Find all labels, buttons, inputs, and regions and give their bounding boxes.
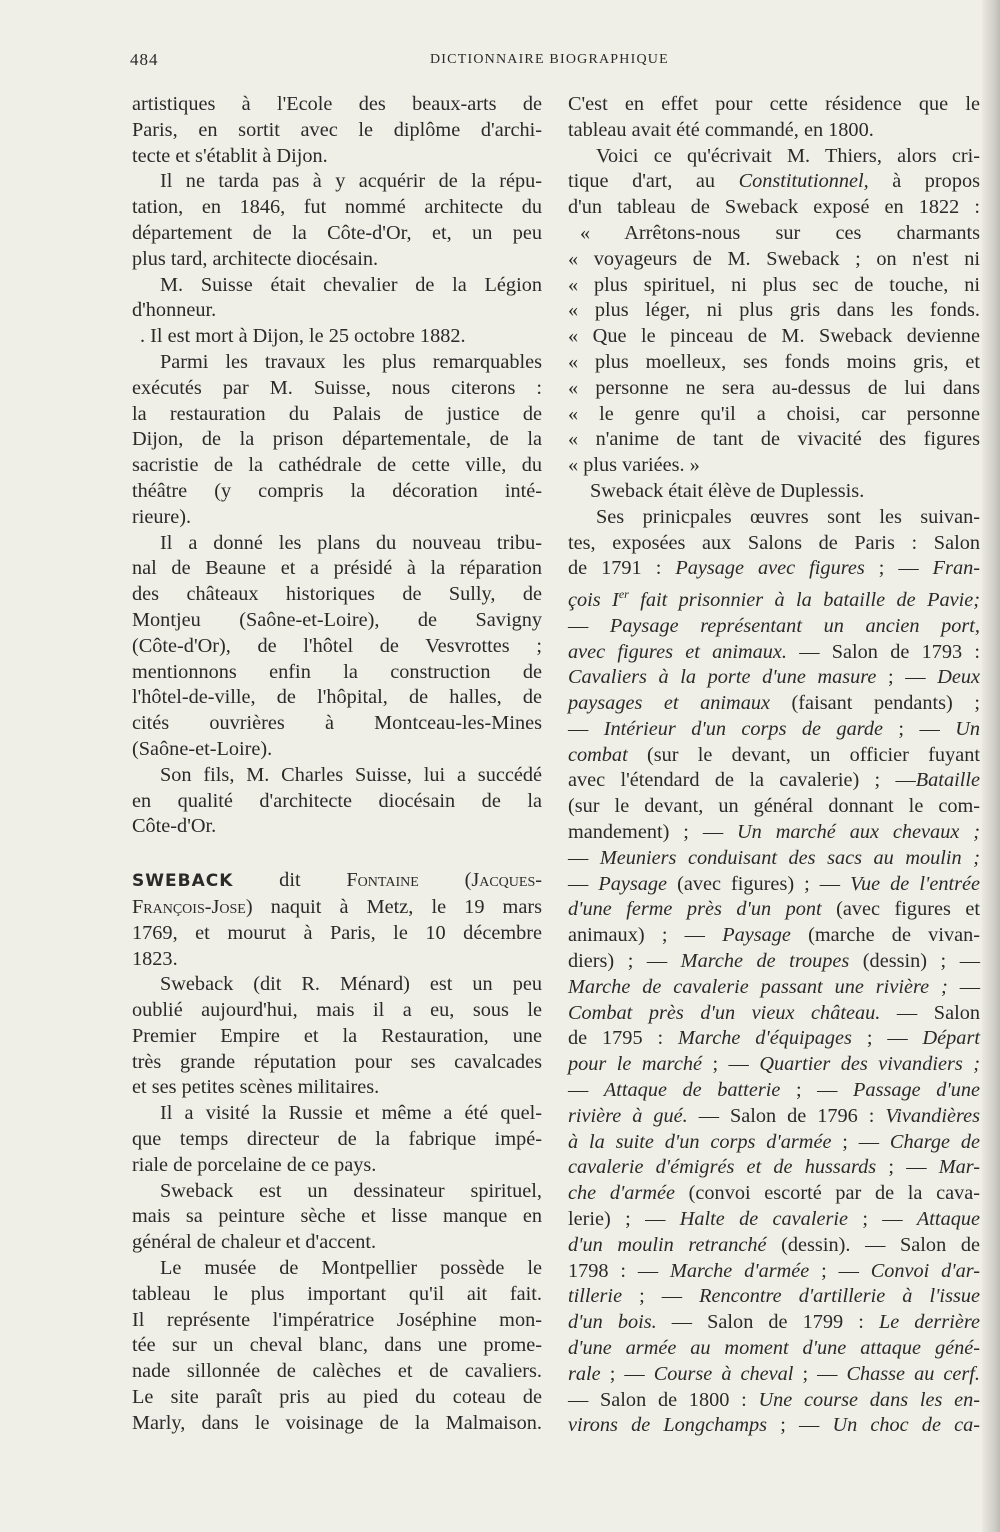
text-line: riale de porcelaine de ce pays. xyxy=(132,1153,377,1176)
text-line: . Il est mort à Dijon, le 25 octobre 1882. xyxy=(140,325,466,348)
text-run: mandement) ; — xyxy=(568,821,738,844)
quote-line: « personne ne sera au-dessus de lui dans xyxy=(568,376,980,399)
artwork-title: Départ xyxy=(922,1027,980,1050)
text-run: — Salon de 1800 : xyxy=(568,1388,759,1411)
paragraph xyxy=(132,169,542,272)
quote-line: « voyageurs de M. Sweback ; on n'est ni xyxy=(568,247,980,270)
text-line xyxy=(568,691,980,717)
text-line: très grande réputation pour ses cavalcades xyxy=(132,1050,542,1073)
right-column xyxy=(568,92,980,1439)
text-run: 1798 : — xyxy=(568,1259,670,1282)
artwork-title: Marche d'armée xyxy=(669,1259,810,1282)
paragraph xyxy=(132,531,542,763)
left-column xyxy=(132,92,542,1437)
text-line: d'honneur. xyxy=(132,299,217,322)
text-run: ( xyxy=(418,869,472,892)
text-run: diers) ; — xyxy=(568,950,681,973)
text-run: ; — xyxy=(600,1362,654,1385)
text-run: ; — xyxy=(876,666,938,689)
text-line: Son fils, M. Charles Suisse, lui a succédé xyxy=(160,763,542,786)
text-line: mentionnons enfin la construction de xyxy=(132,660,542,683)
artwork-title: Paysage xyxy=(598,872,668,895)
text-line: Sweback (dit R. Ménard) est un peu xyxy=(160,973,542,996)
text-line: Il a visité la Russie et même a été quel- xyxy=(160,1102,542,1125)
text-run: ; — xyxy=(701,1053,760,1076)
text-line: théâtre (y compris la décoration inté- xyxy=(132,479,542,502)
text-run: lerie) ; — xyxy=(568,1208,680,1231)
artwork-title: Course à cheval xyxy=(653,1362,794,1385)
dictionary-entry xyxy=(132,868,542,972)
page-edge xyxy=(982,0,1000,1532)
paragraph xyxy=(132,1101,542,1178)
artwork-title: d'un moulin retranché xyxy=(568,1233,767,1256)
artwork-title: Combat près d'un vieux château. xyxy=(568,1001,881,1024)
text-run: — Salon de 1796 : xyxy=(687,1104,886,1127)
text-line: la restauration du Palais de justice de xyxy=(132,402,542,425)
text-line xyxy=(568,169,980,195)
text-run: (faisant pendants) ; xyxy=(769,692,980,715)
page-header xyxy=(130,50,990,80)
text-run: ; — xyxy=(883,717,956,740)
text-line: artistiques à l'Ecole des beaux-arts de xyxy=(132,93,542,115)
quote-line: « Arrêtons-nous sur ces charmants xyxy=(580,221,980,244)
text-line: général de chaleur et d'accent. xyxy=(132,1231,377,1254)
text-line xyxy=(568,1181,980,1207)
artwork-title: Mar- xyxy=(938,1156,980,1179)
quote-line: « n'anime de tant de vivacité des figures xyxy=(568,428,980,451)
paragraph xyxy=(132,763,542,840)
text-run: — xyxy=(568,846,600,869)
running-title: DICTIONNAIRE BIOGRAPHIQUE xyxy=(430,52,669,67)
text-line: nade sillonnée de calèches et de cavaliers. xyxy=(132,1360,542,1383)
text-line: mais sa peinture sèche et lisse manque en xyxy=(132,1205,542,1228)
text-run: dit xyxy=(233,869,347,892)
text-line: Voici ce qu'écrivait M. Thiers, alors cri- xyxy=(596,144,980,167)
artwork-title: d'un bois. xyxy=(568,1311,657,1334)
quote-line: « le genre qu'il a choisi, car personne xyxy=(568,402,980,425)
text-line: oublié aujourd'hui, mais il a eu, sous le xyxy=(132,999,542,1022)
text-run: ; — xyxy=(767,1414,833,1437)
artwork-title: Marche de cavalerie passant une rivière ; xyxy=(568,975,948,998)
paragraph xyxy=(132,1179,542,1256)
text-line xyxy=(568,1001,980,1027)
text-line xyxy=(568,768,980,794)
entry-given-name: Jacques- xyxy=(471,869,542,892)
text-run: — Salon xyxy=(880,1001,980,1024)
text-line: Il ne tarda pas à y acquérir de la répu- xyxy=(160,170,542,193)
artwork-title: Le derrière xyxy=(878,1311,980,1334)
text-line xyxy=(568,556,980,582)
text-line xyxy=(568,1362,980,1388)
text-line xyxy=(568,1310,980,1336)
text-line: Premier Empire et la Restauration, une xyxy=(132,1024,542,1047)
text-line: Montjeu (Saône-et-Loire), de Savigny xyxy=(132,608,542,631)
text-run: ; — xyxy=(848,1208,917,1231)
text-line xyxy=(568,1233,980,1259)
text-line: département de la Côte-d'Or, et, un peu xyxy=(132,221,542,244)
artwork-title: che d'armée xyxy=(568,1182,675,1205)
text-run: de 1795 : xyxy=(568,1027,679,1050)
artwork-title: Un marché aux chevaux ; xyxy=(737,821,981,844)
artwork-title: fait prisonnier à la bataille de Pavie; xyxy=(628,588,980,611)
text-line xyxy=(568,923,980,949)
artwork-title: Paysage représentant un ancien port, xyxy=(609,614,980,637)
artwork-title: Marche de troupes xyxy=(680,950,850,973)
text-line: (Saône-et-Loire). xyxy=(132,737,273,760)
text-line xyxy=(568,717,980,743)
artwork-title: paysages et animaux xyxy=(568,692,770,715)
entry-headword: SWEBACK xyxy=(132,871,234,892)
text-line: rieure). xyxy=(132,505,192,528)
text-line xyxy=(568,949,980,975)
text-line: Parmi les travaux les plus remarquables xyxy=(160,350,542,373)
artwork-title: Cavaliers à la porte d'une masure xyxy=(568,666,877,689)
text-line: en qualité d'architecte diocésain de la xyxy=(132,789,542,812)
quote-line: « plus moelleux, ses fonds moins gris, et xyxy=(568,350,980,373)
text-run: (dessin). — Salon de xyxy=(766,1233,980,1256)
text-line xyxy=(568,665,980,691)
paragraph xyxy=(132,1256,542,1437)
text-line xyxy=(568,640,980,666)
text-line: des châteaux historiques de Sully, de xyxy=(132,583,542,606)
artwork-title: Bataille xyxy=(915,769,980,792)
text-line: M. Suisse était chevalier de la Légion xyxy=(160,273,542,296)
text-line: Ses prinicpales œuvres sont les suivan- xyxy=(596,505,980,528)
text-line: tableau le plus important qu'il ait fait. xyxy=(132,1282,542,1305)
quote-line: « plus léger, ni plus gris dans les fonds. xyxy=(568,299,980,322)
artwork-title: Meuniers conduisant des sacs au moulin ; xyxy=(599,846,980,869)
text-line: 1823. xyxy=(132,947,178,970)
artwork-title: Passage d'une xyxy=(853,1079,980,1102)
text-line: (sur le devant, un général donnant le com- xyxy=(568,795,980,818)
artwork-title: Vue de l'entrée xyxy=(850,872,980,895)
text-run: (sur le devant, un officier fuyant xyxy=(627,743,980,766)
artwork-title: avec figures et animaux. xyxy=(568,640,787,663)
text-run: — Salon de 1799 : xyxy=(656,1311,879,1334)
text-line xyxy=(568,1026,980,1052)
text-line: cités ouvrières à Montceau-les-Mines xyxy=(132,712,542,735)
text-run: ; — xyxy=(793,1362,847,1385)
text-line: tée sur un cheval blanc, dans une prome- xyxy=(132,1334,542,1357)
text-line: Le musée de Montpellier possède le xyxy=(160,1257,542,1280)
artwork-title: Convoi d'ar- xyxy=(870,1259,980,1282)
text-line: C'est en effet pour cette résidence que le xyxy=(568,93,980,115)
artwork-title: d'une ferme près d'un pont xyxy=(568,898,822,921)
text-run: (avec figures et xyxy=(821,898,980,921)
text-line: d'une armée au moment d'une attaque géné- xyxy=(568,1337,980,1360)
artwork-title: cavalerie d'émigrés et de hussards xyxy=(568,1156,877,1179)
text-run: ; — xyxy=(876,1156,939,1179)
text-run: avec l'étendard de la cavalerie) ; — xyxy=(568,769,916,792)
text-run: tique d'art, au xyxy=(568,170,739,193)
text-line xyxy=(568,1207,980,1233)
text-line xyxy=(568,1052,980,1078)
artwork-title: Chasse au cerf. xyxy=(846,1362,980,1385)
text-run: de 1791 : xyxy=(568,557,676,580)
quote-line: « plus spirituel, ni plus sec de touche, ni xyxy=(568,273,980,296)
artwork-title: combat xyxy=(568,743,628,766)
artwork-title: à la suite d'un corps d'armée xyxy=(568,1130,832,1153)
text-line xyxy=(568,1388,980,1414)
quote-line: « plus variées. » xyxy=(568,454,700,477)
artwork-title: Attaque de batterie xyxy=(603,1079,781,1102)
text-line: plus tard, architecte diocésain. xyxy=(132,247,379,270)
text-run: animaux) ; — xyxy=(568,924,723,947)
text-run: ; — xyxy=(864,557,933,580)
quote-line: « Que le pinceau de M. Sweback devienne xyxy=(568,325,980,348)
paragraph xyxy=(132,324,542,350)
text-line: Sweback était élève de Duplessis. xyxy=(590,479,865,502)
text-run: — Salon de 1793 : xyxy=(787,640,980,663)
text-line: Marly, dans le voisinage de la Malmaison. xyxy=(132,1411,542,1434)
artwork-title: Un xyxy=(955,717,980,740)
paragraph xyxy=(132,350,542,531)
text-run: (marche de vivan- xyxy=(790,924,980,947)
text-line: (Côte-d'Or), de l'hôtel de Vesvrottes ; xyxy=(132,634,542,657)
artwork-title: Quartier des vivandiers ; xyxy=(759,1053,980,1076)
text-line xyxy=(568,1259,980,1285)
text-line xyxy=(568,1130,980,1156)
paragraph xyxy=(132,92,542,169)
text-line: Sweback est un dessinateur spirituel, xyxy=(160,1179,542,1202)
text-line: Paris, en sortit avec le diplôme d'archi- xyxy=(132,118,542,141)
text-line xyxy=(568,614,980,640)
text-line: l'hôtel-de-ville, de l'hôpital, de halles, de xyxy=(132,686,542,709)
text-run: ; — xyxy=(851,1027,923,1050)
artwork-title: Deux xyxy=(937,666,980,689)
artwork-title: tillerie xyxy=(568,1285,623,1308)
text-line: d'un tableau de Sweback exposé en 1822 : xyxy=(568,196,980,219)
text-line: sacristie de la cathédrale de cette ville, du xyxy=(132,454,542,477)
entry-alias: Fontaine xyxy=(346,869,419,892)
text-line xyxy=(568,1104,980,1130)
artwork-title: Charge de xyxy=(889,1130,981,1153)
text-line xyxy=(132,895,542,921)
text-line xyxy=(568,1284,980,1310)
text-line xyxy=(568,872,980,898)
text-line: et ses petites scènes militaires. xyxy=(132,1076,380,1099)
text-line: Le site paraît pris au pied du coteau de xyxy=(132,1386,542,1409)
page-number: 484 xyxy=(130,50,159,69)
text-line xyxy=(568,897,980,923)
artwork-title: Halte de cavalerie xyxy=(679,1208,848,1231)
artwork-title: Rencontre d'artillerie à l'issue xyxy=(699,1285,980,1308)
entry-heading-line xyxy=(132,868,542,895)
artwork-title: rale xyxy=(568,1362,601,1385)
text-run: ; — xyxy=(809,1259,871,1282)
artwork-title: Marche d'équipages xyxy=(678,1027,852,1050)
text-line: 1769, et mourut à Paris, le 10 décembre xyxy=(132,921,542,944)
text-line xyxy=(568,582,980,614)
artwork-title: rivière à gué. xyxy=(568,1104,688,1127)
text-run: ; — xyxy=(780,1079,854,1102)
artwork-title: Fran- xyxy=(932,557,980,580)
artwork-title: Un choc de ca- xyxy=(832,1414,980,1437)
text-line: Il représente l'impératrice Joséphine mon- xyxy=(132,1308,542,1331)
artwork-title: Paysage avec figures xyxy=(675,557,865,580)
text-line xyxy=(568,820,980,846)
text-line: Côte-d'Or. xyxy=(132,815,217,838)
text-run: — xyxy=(568,1079,604,1102)
text-line: tableau avait été commandé, en 1800. xyxy=(568,118,874,141)
text-line: tecte et s'établit à Dijon. xyxy=(132,144,328,167)
artwork-title: Vivandières xyxy=(885,1104,980,1127)
text-line xyxy=(568,1155,980,1181)
newspaper-title: Constitutionnel, xyxy=(738,170,869,193)
superscript: er xyxy=(618,587,629,602)
text-run: ; — xyxy=(622,1285,700,1308)
artwork-title: çois I xyxy=(568,588,619,611)
text-run: ; — xyxy=(831,1130,890,1153)
text-run: (convoi escorté par de la cava- xyxy=(674,1182,980,1205)
paragraph xyxy=(132,972,542,1101)
text-run: (dessin) ; — xyxy=(849,950,980,973)
artwork-title: virons de Longchamps xyxy=(568,1414,768,1437)
paragraph xyxy=(132,273,542,325)
text-line: tes, exposées aux Salons de Paris : Salon xyxy=(568,531,980,554)
text-line xyxy=(568,1078,980,1104)
text-line: tation, en 1846, fut nommé architecte du xyxy=(132,196,542,219)
text-line xyxy=(568,743,980,769)
text-line xyxy=(568,1413,980,1439)
artwork-title: Attaque xyxy=(916,1208,980,1231)
text-run: — xyxy=(568,717,604,740)
text-run: — xyxy=(568,872,599,895)
text-line: nal de Beaune et a présidé à la réparation xyxy=(132,557,542,580)
artwork-title: Intérieur d'un corps de garde xyxy=(603,717,884,740)
text-line xyxy=(568,975,980,1001)
artwork-title: Une course dans les en- xyxy=(758,1388,980,1411)
artwork-title: Paysage xyxy=(722,924,791,947)
text-line: exécutés par M. Suisse, nous citerons : xyxy=(132,376,542,399)
text-run: ) naquit à Metz, le 19 mars xyxy=(245,895,542,918)
text-line: Il a donné les plans du nouveau tribu- xyxy=(160,531,542,554)
text-line: que temps directeur de la fabrique impé- xyxy=(132,1128,542,1151)
text-run: — xyxy=(947,975,980,998)
entry-separator xyxy=(132,840,542,868)
entry-given-name: François-Jose xyxy=(132,895,246,918)
artwork-title: pour le marché xyxy=(568,1053,702,1076)
text-run: — xyxy=(568,614,610,637)
text-line xyxy=(568,846,980,872)
quotation xyxy=(568,221,980,479)
text-line: Dijon, de la prison départementale, de la xyxy=(132,428,542,451)
text-run: à propos xyxy=(868,170,980,193)
text-run: (avec figures) ; — xyxy=(667,872,851,895)
